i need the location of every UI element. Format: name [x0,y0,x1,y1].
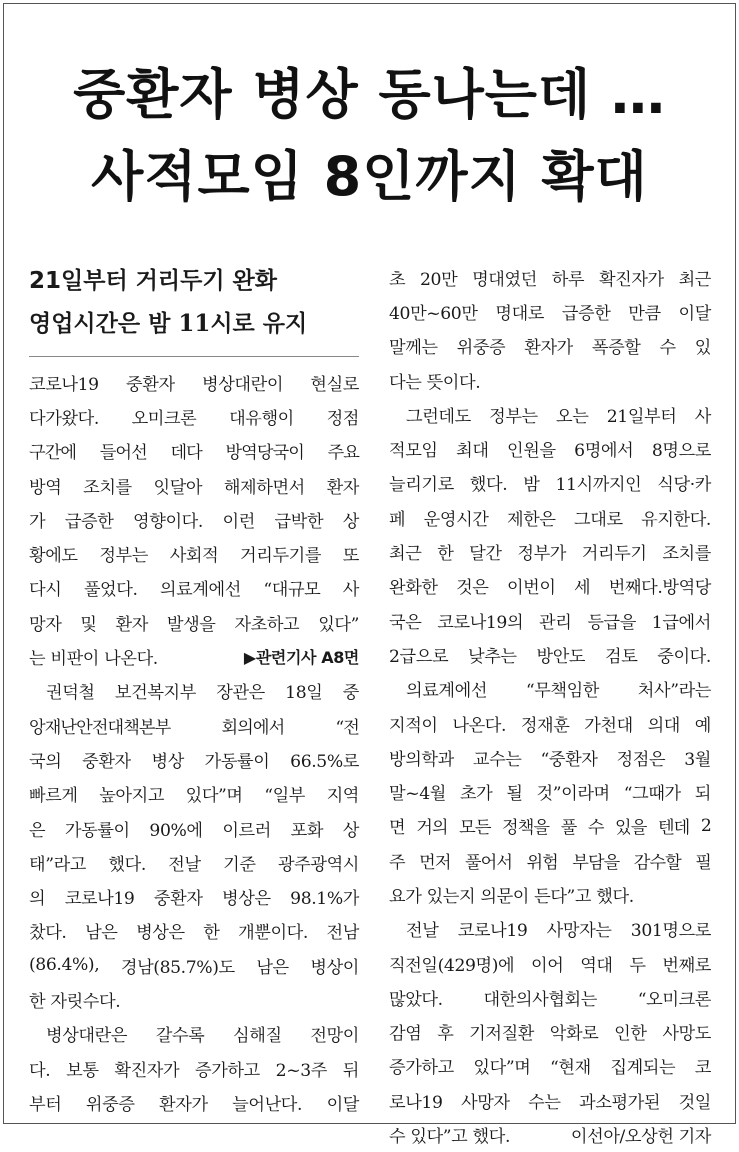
article-word: 전망이 [310,1026,359,1047]
article-word: 것은 [456,578,489,599]
article-word: 중환자 [82,751,131,772]
article-word: 초 [389,269,406,290]
article-word: 폭증할 [591,338,641,359]
article-word: 보건복지부 [114,683,196,704]
article-word: 국은 [389,612,422,633]
article-word: 수는 [528,1092,561,1113]
article-word: 오는 [556,406,589,427]
article-word: 중환자 [126,374,175,395]
article-word: 현실로 [310,374,359,395]
subheadline-primary: 21일부터 거리두기 완화 [29,268,277,294]
article-word: 했다. [469,475,508,496]
article-word: 예 [694,715,711,736]
article-word: 이달 [326,1094,359,1115]
article-word: 주 [389,852,405,873]
article-word: 환자 [115,614,148,635]
left-column [29,260,359,1120]
article-line [389,363,711,397]
article-word: 코로나19 [457,921,528,942]
article-word: 또 [342,546,359,567]
article-word: 사망자는 [546,921,612,942]
article-word: 거리두기를 [240,546,322,567]
article-word: 풀어서 [464,852,513,873]
article-word: 명대였던 [472,269,537,290]
article-line [389,946,711,980]
article-word: 될 [506,784,523,805]
article-word: 기준 [223,854,256,875]
article-word: 3월 [684,749,711,770]
article-word: 수 [659,338,676,359]
article-word: 코로나19의 [437,612,524,633]
article-line [389,912,711,946]
article-word: 낮추는 [468,646,517,667]
article-word: 1급에서 [651,612,711,633]
article-word: 감염 [389,1024,422,1045]
article-word: 국의 [29,751,62,772]
article-line [29,879,359,913]
newspaper-article [3,3,736,1148]
article-word: 증가하고 [195,1060,260,1081]
article-word: 한 [437,544,454,565]
article-word: 이달 [678,303,711,324]
article-word: 의료계에선 [406,681,488,702]
article-word: 상 [342,511,359,532]
article-line [29,742,359,776]
article-word: 인한 [614,1024,647,1045]
article-line [389,1049,711,1083]
article-word: 있다”며 [473,1058,531,1079]
article-word: 다. [29,1060,51,1081]
article-line [389,980,711,1014]
article-word: 달간 [469,544,502,565]
article-word: “대규모 [263,580,321,601]
article-line [389,534,711,568]
article-word: 적모임 [389,441,438,462]
article-word: 나온다. [452,715,507,736]
article-line [29,639,359,673]
article-word: 최근 [389,544,422,565]
article-word: 유지한다. [641,509,711,530]
article-line [389,774,711,808]
article-word: “전 [335,717,359,738]
article-word: 2급으로 [389,646,449,667]
article-word: 6명에서 [574,441,634,462]
article-line [389,294,711,328]
article-word: 대유행이 [229,408,294,429]
article-word: 검토 [604,646,638,667]
article-word: 비판이 [50,649,99,670]
article-line [29,571,359,605]
article-word: 있다” [318,614,359,635]
article-word: 조치를 [662,544,711,565]
article-line [389,1117,711,1151]
article-word: 중환자 [153,889,203,910]
article-word: 한 [203,923,220,944]
article-line [29,536,359,570]
article-word: 의대 [647,715,680,736]
article-word: 18일 [285,683,323,704]
article-word: 방안도 [536,646,586,667]
article-word: 있을 [615,818,647,839]
article-word: 의문이 [480,886,529,907]
article-line [29,845,359,879]
article-word: 처사”라는 [637,681,711,702]
article-word: 사망자 [460,1092,510,1113]
article-word: 정부가 [517,544,566,565]
article-word: 다는 [389,372,422,393]
article-word: 관리 [539,612,572,633]
headline-line-2: 사적모임 8인까지 확대 [91,145,648,208]
article-word: 텐데 [657,818,690,839]
article-word: 주요 [327,443,359,464]
article-line [29,1085,359,1119]
article-word: 번째다.방역당 [608,578,711,599]
article-word: “오미크론 [637,989,711,1010]
article-word: 필 [695,852,711,873]
article-word: 앙재난안전대책본부 [29,717,171,738]
article-word: 포화 [290,820,324,841]
article-word: 66.5%로 [290,751,359,772]
article-word: 많았다. [389,989,443,1010]
related-article-reference: ▶관련기사 A8면 [243,648,359,668]
article-word: 했다. [596,886,634,907]
article-word: 병상은 [222,889,271,910]
article-word: 병상대란은 [46,1026,128,1047]
article-line [29,1051,359,1085]
article-word: 직전일(429명)에 [389,955,515,976]
article-word: 정부는 [489,406,538,427]
article-word: 해제하면서 [223,477,305,498]
article-word: 병상 [151,751,184,772]
article-word: 영향이다. [133,511,203,532]
article-word: 악화로 [549,1024,599,1045]
article-line [29,811,359,845]
article-word: “그때가 [623,784,681,805]
article-word: 광주광역시 [277,854,359,875]
article-line [389,431,711,465]
article-word: 전날 [168,854,201,875]
article-word: 는 [29,649,46,670]
article-word: 망자 [29,614,62,635]
article-word: 개뿐이다. [238,923,308,944]
article-word: 감수할 [633,852,681,873]
article-word: 환자가 [159,1094,208,1115]
article-word: 로나19 [389,1092,443,1113]
article-word: 위중증 [85,1094,135,1115]
article-word: 정책을 [502,818,550,839]
article-word: 페 [389,509,406,530]
article-word: 든다”고 [534,886,592,907]
article-line [389,637,711,671]
article-word: 사 [342,580,359,601]
article-word: 등급을 [587,612,636,633]
article-word: 확진자가 [114,1060,180,1081]
article-word: 회의에서 [221,717,285,738]
article-word: 2~3주 [275,1060,327,1081]
article-word: 수 [587,818,604,839]
right-column [389,260,711,1152]
article-word: 8명으로 [651,441,711,462]
article-word: 과소평가된 [579,1092,661,1113]
article-line [389,569,711,603]
article-word: 정점 [326,408,359,429]
article-word: 병상은 [136,923,185,944]
article-line [389,843,711,877]
article-word: 것일 [678,1092,711,1113]
article-word: 높아지고 [99,786,165,807]
article-word: 운영시간 [423,509,489,530]
article-word: 남은 [256,957,289,978]
article-word: 뒤 [342,1060,359,1081]
article-word: 중 [342,683,359,704]
article-word: 301명으로 [630,921,711,942]
article-word: 중이다. [657,646,711,667]
article-word: 가동률이 [64,820,130,841]
article-word: 세 [574,578,591,599]
article-word: 위험 [526,852,558,873]
article-word: 의료계에선 [159,580,241,601]
article-word: 제한은 [506,509,556,530]
article-word: 데다 [170,443,202,464]
article-word: 코로나19 [29,374,99,395]
article-word: 한 [29,991,46,1012]
article-word: 증가하고 [389,1058,454,1079]
article-word: 나온다. [104,649,158,670]
article-word: 말께는 [389,338,438,359]
article-word: 남은 [85,923,118,944]
article-word: 풀었다. [83,580,138,601]
article-word: 사 [694,406,711,427]
article-word: 지역 [326,786,359,807]
article-word: 조치를 [83,477,132,498]
article-word: 경남(85.7%)도 [120,957,235,978]
article-word: 이어 [531,955,564,976]
article-line [389,466,711,500]
article-word: 황에도 [29,546,78,567]
article-line [389,740,711,774]
article-word: 최대 [456,441,489,462]
article-word: 2 [700,815,711,836]
article-word: 98.1%가 [290,889,359,910]
article-word: 코로나19 [64,889,135,910]
article-line [389,1083,711,1117]
article-word: 및 [80,614,97,635]
article-line [29,948,359,982]
article-line [389,1015,711,1049]
article-line [389,809,711,843]
article-line [29,502,359,536]
article-word: 이번이 [506,578,556,599]
byline: 이선아/오상헌 기자 [570,1127,711,1148]
article-line [29,434,359,468]
article-word: 부터 [29,1094,62,1115]
article-word: 21일부터 [606,406,677,427]
article-line [389,329,711,363]
article-line [389,260,711,294]
article-word: 방역 [29,477,62,498]
article-word: 먼저 [419,852,451,873]
article-word: 20만 [420,269,458,290]
article-word: 후 [437,1024,454,1045]
article-line [29,605,359,639]
article-word: 요가 [389,886,422,907]
article-line [389,397,711,431]
article-word: 역대 [580,955,613,976]
article-word: 늘어난다. [232,1094,303,1115]
article-word: 식당·카 [657,475,711,496]
article-word: 정부는 [99,546,148,567]
article-word: 병상대란이 [202,374,284,395]
article-word: 가 [29,511,46,532]
article-word: 들어선 [99,443,147,464]
article-word: 그대로 [574,509,623,530]
article-word: 집계되는 [610,1058,676,1079]
article-word: 구간에 [29,443,77,464]
article-word: 뜻이다. [426,372,481,393]
article-word: 부담을 [572,852,620,873]
article-word: 환자 [326,477,359,498]
article-line [29,1017,359,1051]
article-word: 번째로 [662,955,711,976]
article-word: 오미크론 [131,408,197,429]
article-word: 보통 [66,1060,99,1081]
subheadline-secondary: 영업시간은 밤 11시로 유지 [29,310,308,337]
article-word: 확진자가 [598,269,664,290]
article-word: 면 [389,818,405,839]
article-word: 전날 [406,921,439,942]
article-word: 40만~60만 [389,303,478,324]
article-word: 있다”며 [185,786,243,807]
article-word: 것”이라며 [536,784,610,805]
article-word: 지적이 [389,715,438,736]
article-word: 있는지 [426,886,476,907]
article-word: 했다. [108,854,146,875]
article-word: 이르러 [222,820,271,841]
article-line [29,914,359,948]
article-word: 자초하고 [234,614,300,635]
article-word: 인원을 [507,441,556,462]
article-word: 거의 [416,818,448,839]
article-word: 심해질 [233,1026,282,1047]
article-word: 그런데도 [406,406,471,427]
article-word: 만큼 [628,303,661,324]
article-word: 사회적 [169,546,219,567]
article-line [389,603,711,637]
article-word: 다가왔다. [29,408,99,429]
article-word: 방의학과 [389,749,454,770]
article-word: 말~4월 [389,784,446,805]
article-word: 명대로 [495,303,545,324]
article-line [29,365,359,399]
article-word: 정재훈 [520,715,570,736]
article-word: 거리두기 [581,544,647,565]
article-word: 대한의사협회는 [483,989,597,1010]
article-word: 가천대 [584,715,633,736]
article-word: 밤 [523,475,540,496]
article-word: 초가 [459,784,493,805]
article-word: 코 [694,1058,711,1079]
article-word: 풀 [560,818,577,839]
article-word: 장관은 [216,683,265,704]
left-column-body [29,357,359,1120]
article-word: 급증한 [561,303,611,324]
article-line [389,500,711,534]
article-word: 되 [694,784,711,805]
article-line [29,777,359,811]
article-word: 90%에 [149,820,203,841]
article-line [29,982,359,1016]
article-line [29,399,359,433]
article-word: 발생을 [166,614,216,635]
article-word: 갈수록 [155,1026,205,1047]
article-word: 사망도 [662,1024,711,1045]
article-word: “무책임한 [525,681,600,702]
article-word: 환자가 [524,338,573,359]
article-word: 위중증 [456,338,506,359]
article-line [389,672,711,706]
article-word: 하루 [551,269,585,290]
article-word: 의 [29,889,46,910]
article-line [389,706,711,740]
article-word: 상 [342,820,359,841]
article-word: 잇달아 [153,477,203,498]
article-word: 빠르게 [29,786,78,807]
article-line [29,468,359,502]
right-column-body [389,260,711,1152]
article-word: “일부 [264,786,305,807]
article-word: 은 [29,820,46,841]
article-word: 모든 [459,818,491,839]
article-word: 완화한 [389,578,438,599]
article-word: 늘리기로 [389,475,454,496]
article-word: “중환자 [540,749,598,770]
article-word: 병상이 [310,957,359,978]
article-word: 두 [629,955,646,976]
article-word: 11시까지인 [555,475,642,496]
article-word: 태”라고 [29,854,86,875]
article-word: (86.4%), [29,955,100,976]
article-word: 권덕철 [46,683,95,704]
article-word: 기저질환 [469,1024,534,1045]
article-word: 교수는 [472,749,522,770]
article-word: 전남 [326,923,359,944]
article-word: 다시 [29,580,62,601]
article-word: 수 [389,1127,406,1148]
article-word: 있 [694,338,711,359]
article-line [389,877,711,911]
article-word: 찼다. [29,923,67,944]
article-word: 이런 [222,511,255,532]
article-word: “현재 [549,1058,591,1079]
article-line [29,674,359,708]
article-word: 정점은 [616,749,666,770]
article-word: 있다”고 [410,1127,468,1148]
article-word: 가동률이 [204,751,270,772]
article-word: 급증한 [64,511,114,532]
article-line [29,708,359,742]
article-word: 급박한 [274,511,324,532]
headline-line-1: 중환자 병상 동나는데 … [73,63,666,126]
article-word: 자릿수다. [50,991,121,1012]
article-word: 했다. [472,1127,511,1148]
article-word: 최근 [678,269,711,290]
article-word: 방역당국이 [225,443,304,464]
